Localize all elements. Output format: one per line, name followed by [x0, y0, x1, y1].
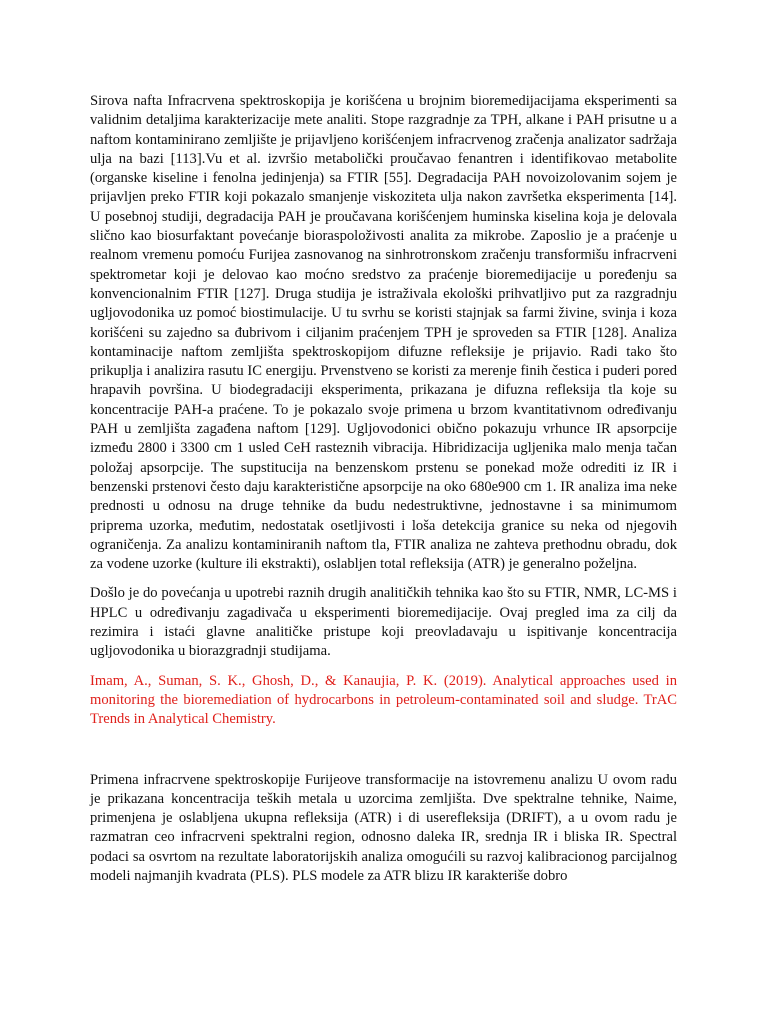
- document-page: [90, 92, 677, 896]
- paragraph-ftir-heavy-metals: Primena infracrvene spektroskopije Furijeove transformacije na istovremenu analizu U ovom radu je prikazana koncentracija teških metala u uzorcima zemljišta. Dve spektralne tehnike, Naime, primenjena je oslabljena ukupna refleksija (ATR) i di userefleksija (DRIFT), a u ovom radu je razmatran ceo infracrveni spektralni region, odnosno daleka IR, srednja IR i bliska IR. Spectral podaci sa osvrtom na rezultate laboratorijskih analiza omogućili su razvoj kalibracionog parcijalnog modeli najmanjih kvadrata (PLS). PLS modele za ATR blizu IR karakteriše dobro: [90, 771, 677, 884]
- paragraph-analytical-techniques: Došlo je do povećanja u upotrebi raznih drugih analitičkih tehnika kao što su FTIR, NMR, LC-MS i HPLC u određivanju zagadivača u eksperimenti bioremedijacije. Ovaj pregled ima za cilj da rezimira i istaći glavne analitičke pristupe koji preovladavaju u ispitivanje koncentracija ugljovodonika u biorazgradnji studijama.: [90, 585, 677, 660]
- paragraph-ir-bioremediation: Sirova nafta Infracrvena spektroskopija je korišćena u brojnim bioremedijacijama eksperimenti sa validnim detaljima karakterizacije mete analiti. Stope razgradnje za TPH, alkane i PAH prisutne u a naftom kontaminirano zemljište je prijavljeno korišćenjem infracrvenog zračenja analizator sadržaja ulja na bazi [113].Vu et al. izvršio metabolički proučavao fenantren i identifikovao metabolite (organske kiseline i fenolna jedinjenja) sa FTIR [55]. Degradacija PAH novoizolovanim sojem je prijavljen preko FTIR koji pokazalo smanjenje viskoziteta ulja nakon završetka eksperimenta [14]. U posebnoj studiji, degradacija PAH je proučavana korišćenjem huminska kiselina koja je delovala slično kao biosurfaktant povećanje bioraspoloživosti analita za mikrobe. Zaposlio je a praćenje u realnom vremenu pomoću Furijea zasnovanog na sinhrotronskom zračenju transformišu infracrveni spektrometar koji je delovao kao moćno sredstvo za praćenje bioremedijacije u poređenju sa konvencionalnim FTIR [127]. Druga studija je istraživala ekološki prihvatljivo put za razgradnju ugljovodonika uz pomoć biostimulacije. U tu svrhu se koristi stajnjak sa farmi živine, svinja i koza korišćeni su zajedno sa đubrivom i ciljanim praćenjem TPH je sproveden sa FTIR [128]. Analiza kontaminacije naftom zemljišta spektroskopijom difuzne refleksije je prijavio. Radi tako što prikuplja i analizira rasutu IC energiju. Prvenstveno se koristi za merenje finih čestica i puderi pored hrapavih površina. U biodegradaciji eksperimenta, prikazana je difuzna refleksija tla koje su koncentracije PAH-a praćene. To je pokazalo svoje primena u brzom kvantitativnom određivanju PAH u zemljišta zagađena naftom [129]. Ugljovodonici obično pokazuju vrhunce IR apsorpcije između 2800 i 3300 cm 1 usled CeH rasteznih vibracija. Hibridizacija ugljenika malo menja tačan položaj apsorpcije. The supstitucija na benzenskom prstenu se ponekad može odrediti iz IR i benzenski prstenovi često daju karakteristične apsorpcije na oko 680e900 cm 1. IR analiza ima neke prednosti u odnosu na druge tehnike da budu nedestruktivne, jednostavne i sa minimumom priprema uzorka, međutim, nedostatak osetljivosti i loša detekcija granice su neka od njegovih ograničenja. Za analizu kontaminiranih naftom tla, FTIR analiza ne zahteva prethodnu obradu, dok za vodene uzorke (kulture ili ekstrakti), oslabljen total refleksija (ATR) je generalno poželjna.: [90, 93, 677, 573]
- reference-citation: Imam, A., Suman, S. K., Ghosh, D., & Kanaujia, P. K. (2019). Analytical approaches used in monitoring the bioremediation of hydrocarbons in petroleum-contaminated soil and sludge. TrAC Trends in Analytical Chemistry.: [90, 672, 677, 728]
